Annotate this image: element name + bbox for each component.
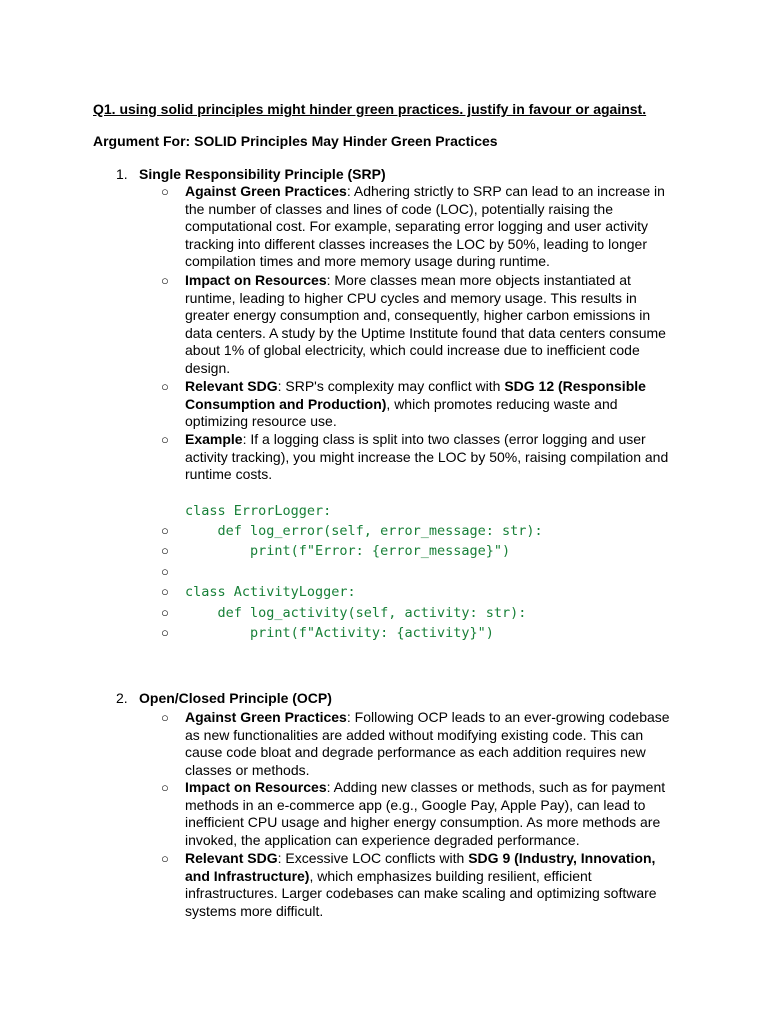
bullet-circle-icon: ○ — [161, 710, 169, 725]
bullet-circle-icon: ○ — [161, 625, 169, 640]
bullet-body: : Excessive LOC conflicts with — [277, 850, 469, 866]
list-item — [185, 779, 680, 849]
bullet-circle-icon: ○ — [161, 432, 169, 447]
code-line: print(f"Error: {error_message}") — [185, 543, 511, 559]
list-item — [185, 850, 680, 920]
bullet-label: Example — [185, 431, 243, 447]
bullet-circle-icon: ○ — [161, 851, 169, 866]
bullet-circle-icon: ○ — [161, 605, 169, 620]
section-number: 2. — [116, 690, 128, 706]
code-line: print(f"Activity: {activity}") — [185, 625, 494, 641]
bullet-circle-icon: ○ — [161, 543, 169, 558]
question-title: Q1. using solid principles might hinder green practices. justify in favour or against. — [93, 101, 647, 117]
bullet-circle-icon: ○ — [161, 564, 169, 579]
bullet-circle-icon: ○ — [161, 523, 169, 538]
section-number: 1. — [116, 166, 128, 182]
section-title-ocp: Open/Closed Principle (OCP) — [139, 690, 332, 706]
list-item — [185, 431, 680, 484]
argument-heading: Argument For: SOLID Principles May Hinder Green Practices — [93, 133, 498, 149]
bullet-body: , which emphasizes building resilient, efficient infrastructures. Larger codebases can make scaling and optimizing software systems more difficult. — [185, 867, 657, 919]
bullet-circle-icon: ○ — [161, 273, 169, 288]
bullet-label: Relevant SDG — [185, 378, 278, 394]
bullet-body: : Adhering strictly to SRP can lead to an increase in the number of classes and lines of code (LOC), potentially raising the computational cost. For example, separating error logging and user activity tracking into different classes increases the LOC by 50%, leading to longer compilation times and more memory usage during runtime. — [185, 183, 665, 270]
bullet-body: : Following OCP leads to an ever-growing codebase as new functionalities are added without modifying existing code. This can cause code bloat and degrade performance as each addition requires new classes or methods. — [185, 709, 670, 778]
bullet-label: Impact on Resources — [185, 272, 327, 288]
code-line: class ActivityLogger: — [185, 584, 356, 600]
bullet-circle-icon: ○ — [161, 780, 169, 795]
code-line: def log_error(self, error_message: str): — [185, 523, 543, 539]
bullet-label: Relevant SDG — [185, 850, 278, 866]
bullet-circle-icon: ○ — [161, 379, 169, 394]
list-item — [185, 709, 680, 779]
list-item — [185, 183, 680, 271]
bullet-body: : Adding new classes or methods, such as for payment methods in an e-commerce app (e.g., Google Pay, Apple Pay), can lead to inefficient CPU usage and higher energy consumption. As more methods are invoked, the application can experience degraded performance. — [185, 779, 666, 848]
bullet-circle-icon: ○ — [161, 584, 169, 599]
bullet-label: Impact on Resources — [185, 779, 327, 795]
bullet-body: : SRP's complexity may conflict with — [277, 378, 505, 394]
bullet-label: Against Green Practices — [185, 709, 347, 725]
list-item — [185, 378, 680, 431]
sdg-reference: SDG 12 (Responsible Consumption and Production) — [185, 378, 646, 412]
code-line: class ErrorLogger: — [185, 503, 332, 519]
bullet-circle-icon: ○ — [161, 184, 169, 199]
code-line: def log_activity(self, activity: str): — [185, 605, 527, 621]
bullet-body: , which promotes reducing waste and optimizing resource use. — [185, 395, 618, 430]
bullet-body: : If a logging class is split into two classes (error logging and user activity tracking), you might increase the LOC by 50%, raising compilation and runtime costs. — [185, 431, 669, 483]
list-item — [185, 272, 680, 378]
bullet-body: : More classes mean more objects instantiated at runtime, leading to higher CPU cycles and memory usage. This results in greater energy consumption and, consequently, higher carbon emissions in data centers. A study by the Uptime Institute found that data centers consume about 1% of global electricity, which could increase due to inefficient code design. — [185, 272, 666, 376]
sdg-reference: SDG 9 (Industry, Innovation, and Infrastructure) — [185, 850, 656, 884]
section-title-srp: Single Responsibility Principle (SRP) — [139, 166, 386, 182]
bullet-label: Against Green Practices — [185, 183, 347, 199]
